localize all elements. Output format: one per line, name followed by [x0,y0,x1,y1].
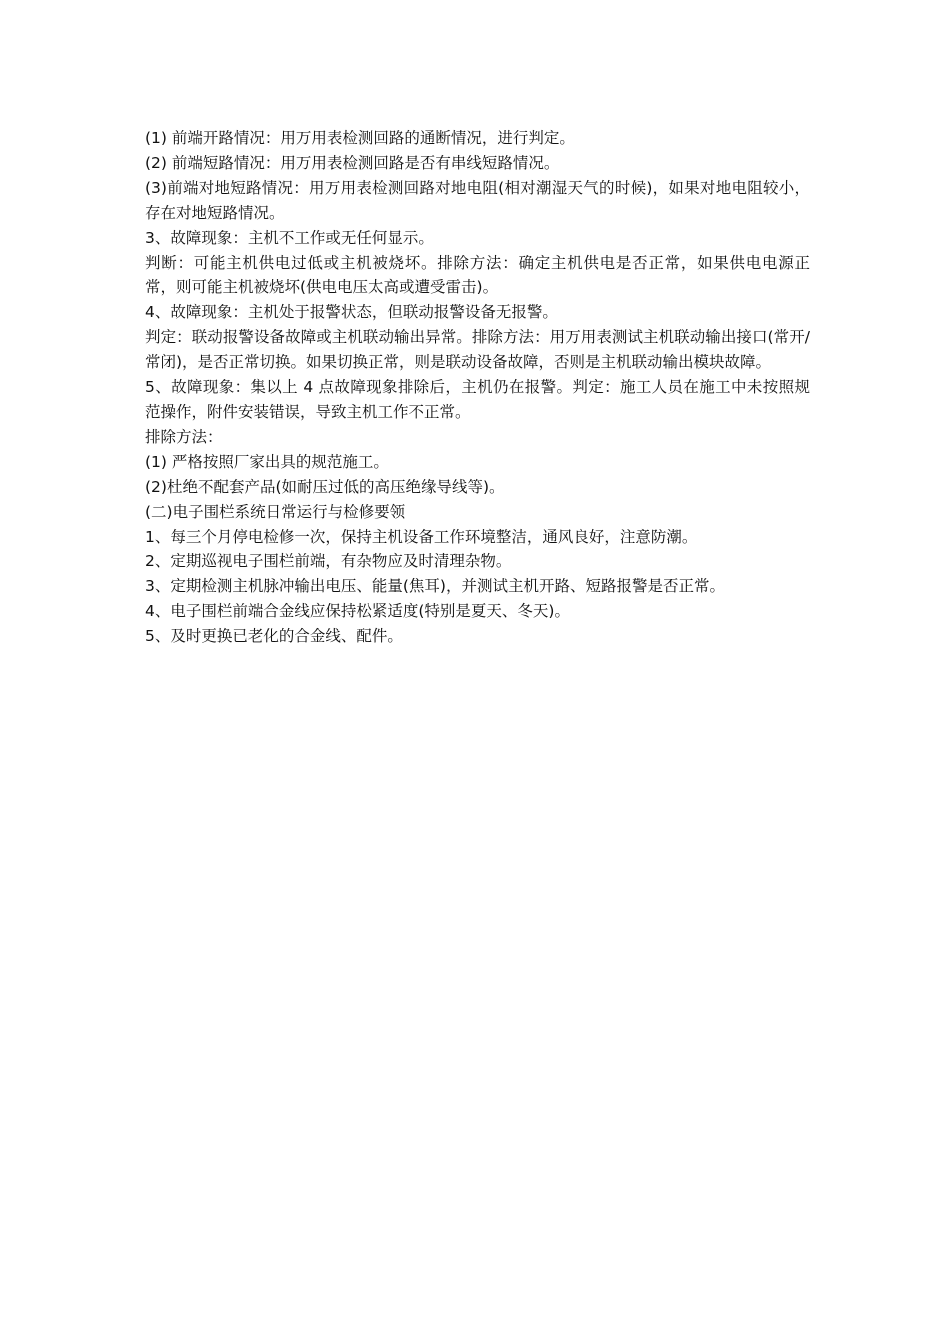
paragraph-maintenance-2: 2、定期巡视电子围栏前端，有杂物应及时清理杂物。 [145,552,512,571]
paragraph-remedy-1: (1) 严格按照厂家出具的规范施工。 [145,452,389,471]
paragraph-remedy-2: (2)杜绝不配套产品(如耐压过低的高压绝缘导线等)。 [145,477,505,496]
paragraph-fault-3: 3、故障现象：主机不工作或无任何显示。 [145,228,434,247]
paragraph-judgement-4: 判定：联动报警设备故障或主机联动输出异常。排除方法：用万用表测试主机联动输出接口(常开/常闭)，是否正常切换。如果切换正常，则是联动设备故障，否则是主机联动输出模块故障。 [145,328,810,372]
paragraph-open-circuit: (1) 前端开路情况：用万用表检测回路的通断情况，进行判定。 [145,129,575,147]
paragraph-maintenance-1: 1、每三个月停电检修一次，保持主机设备工作环境整洁，通风良好，注意防潮。 [145,527,698,546]
document-body [145,126,810,649]
section-heading-maintenance: (二)电子围栏系统日常运行与检修要领 [145,502,406,521]
paragraph-maintenance-3: 3、定期检测主机脉冲输出电压、能量(焦耳)，并测试主机开路、短路报警是否正常。 [145,577,725,596]
paragraph-fault-5: 5、故障现象：集以上 4 点故障现象排除后，主机仍在报警。判定：施工人员在施工中未按照规范操作，附件安装错误，导致主机工作不正常。 [145,378,810,421]
paragraph-maintenance-4: 4、电子围栏前端合金线应保持松紧适度(特别是夏天、冬天)。 [145,602,570,621]
paragraph-fault-4: 4、故障现象：主机处于报警状态，但联动报警设备无报警。 [145,303,558,322]
paragraph-short-circuit: (2) 前端短路情况：用万用表检测回路是否有串线短路情况。 [145,153,560,172]
paragraph-ground-short: (3)前端对地短路情况：用万用表检测回路对地电阻(相对潮湿天气的时候)，如果对地电阻较小，存在对地短路情况。 [145,178,810,222]
paragraph-maintenance-5: 5、及时更换已老化的合金线、配件。 [145,627,403,646]
paragraph-remedy-heading: 排除方法： [145,427,223,446]
paragraph-judgement-3: 判断：可能主机供电过低或主机被烧坏。排除方法：确定主机供电是否正常，如果供电电源正常，则可能主机被烧坏(供电电压太高或遭受雷击)。 [145,253,810,297]
